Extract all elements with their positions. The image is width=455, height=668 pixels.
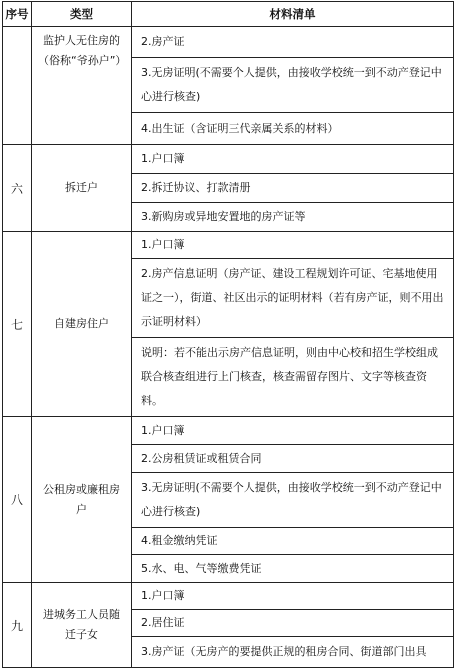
table-row bbox=[3, 145, 454, 174]
row-number: 七 bbox=[3, 232, 32, 417]
table-row bbox=[3, 583, 454, 610]
material-item: 2.公房租赁证或租赁合同 bbox=[132, 445, 454, 473]
material-item: 2.居住证 bbox=[132, 610, 454, 637]
materials-table bbox=[2, 1, 454, 668]
header-materials: 材料清单 bbox=[132, 2, 454, 27]
row-type: 拆迁户 bbox=[32, 145, 132, 232]
material-note: 说明：若不能出示房产信息证明，则由中心校和招生学校组成联合核查组进行上门核查，核查需留存图片、文字等核查资料。 bbox=[132, 338, 454, 417]
material-item: 1.户口簿 bbox=[132, 417, 454, 445]
material-item: 1.户口簿 bbox=[132, 583, 454, 610]
material-item: 4.出生证（含证明三代亲属关系的材料） bbox=[132, 113, 454, 145]
header-row bbox=[3, 2, 454, 27]
row-type: 公租房或廉租房户 bbox=[32, 417, 132, 583]
row-type: 监护人无住房的（俗称“爷孙户”） bbox=[32, 27, 132, 145]
material-item: 3.无房证明(不需要个人提供，由接收学校统一到不动产登记中心进行核查) bbox=[132, 473, 454, 528]
header-no: 序号 bbox=[3, 2, 32, 27]
row-number: 八 bbox=[3, 417, 32, 583]
material-item: 4.租金缴纳凭证 bbox=[132, 528, 454, 555]
material-item: 1.户口簿 bbox=[132, 232, 454, 259]
header-type: 类型 bbox=[32, 2, 132, 27]
material-item: 3.新购房或异地安置地的房产证等 bbox=[132, 203, 454, 232]
row-number: 六 bbox=[3, 145, 32, 232]
table-row bbox=[3, 232, 454, 259]
material-item: 2.拆迁协议、打款清册 bbox=[132, 174, 454, 203]
material-item: 1.户口簿 bbox=[132, 145, 454, 174]
row-type: 进城务工人员随迁子女 bbox=[32, 583, 132, 668]
table-row bbox=[3, 27, 454, 58]
material-item: 5.水、电、气等缴费凭证 bbox=[132, 555, 454, 583]
material-item: 3.无房证明(不需要个人提供，由接收学校统一到不动产登记中心进行核查) bbox=[132, 58, 454, 113]
material-item: 3.房产证（无房产的要提供正规的租房合同、街道部门出具 bbox=[132, 637, 454, 668]
row-number: 九 bbox=[3, 583, 32, 668]
row-number bbox=[3, 27, 32, 145]
table-row bbox=[3, 417, 454, 445]
material-item: 2.房产证 bbox=[132, 27, 454, 58]
row-type: 自建房住户 bbox=[32, 232, 132, 417]
material-item: 2.房产信息证明（房产证、建设工程规划许可证、宅基地使用证之一），街道、社区出示的证明材料（若有房产证，则不用出示证明材料） bbox=[132, 259, 454, 338]
